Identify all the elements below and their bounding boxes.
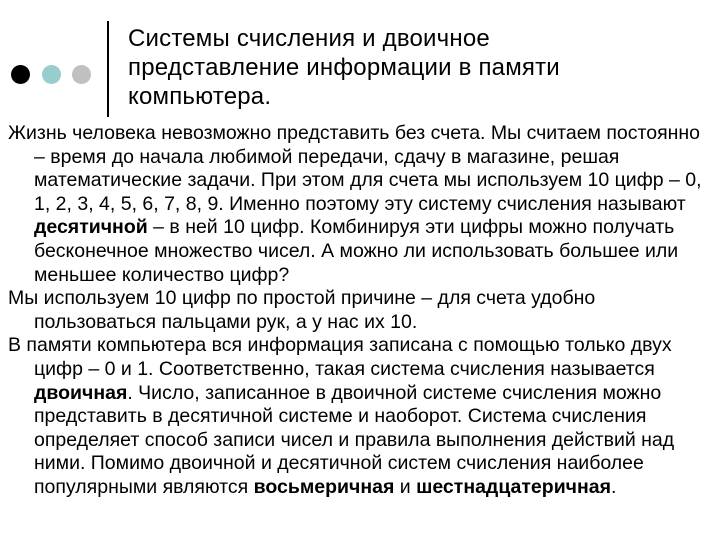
slide-title — [128, 24, 628, 111]
bullet-dot-black — [11, 65, 30, 84]
paragraph-3 — [8, 334, 714, 499]
p1-text-c: – в ней 10 цифр. Комбинируя эти цифры можно получать бесконечное множество чисел. А можно ли использовать большее или меньшее количество цифр? — [34, 216, 679, 286]
p2-text-a: Мы используем 10 цифр по простой причине – для счета удобно пользоваться пальцами рук, а у нас их 10. — [8, 287, 596, 333]
paragraph-2 — [8, 287, 714, 334]
title-divider — [107, 21, 109, 117]
p3-text-a: В памяти компьютера вся информация записана с помощью только двух цифр – 0 и 1. Соответственно, такая система счисления называется — [8, 334, 672, 380]
p3-text-c: . Число, записанное в двоичной системе счисления можно представить в десятичной системе и наоборот. Система счисления определяет способ записи чисел и правила выполнения действий над ними. Помимо двоичной и десятичной систем счисления наиболее популярными являются — [34, 381, 675, 498]
p1-bold-decimal: десятичной — [34, 216, 148, 239]
title-line-1: Системы счисления и двоичное — [128, 25, 490, 52]
p3-bold-hex: шестнадцатеричная — [416, 475, 612, 498]
bullet-dot-teal — [42, 65, 61, 84]
p3-text-g: . — [611, 475, 617, 498]
slide-body — [8, 122, 714, 500]
p1-text-a: Жизнь человека невозможно представить без счета. Мы считаем постоянно – время до начала любимой передачи, сдачу в магазине, решая математические задачи. При этом для счета мы используем 10 цифр – 0, 1, 2, 3, 4, 5, 6, 7, 8, 9. Именно поэтому эту систему счисления называют — [8, 122, 702, 215]
title-line-3: компьютера. — [128, 83, 272, 110]
paragraph-1 — [8, 122, 714, 287]
p3-bold-binary: двоичная — [34, 381, 128, 404]
p3-text-e: и — [394, 475, 417, 498]
bullet-dot-gray — [72, 65, 91, 84]
title-line-2: представление информации в памяти — [128, 54, 560, 81]
p3-bold-octal: восьмеричная — [253, 475, 395, 498]
